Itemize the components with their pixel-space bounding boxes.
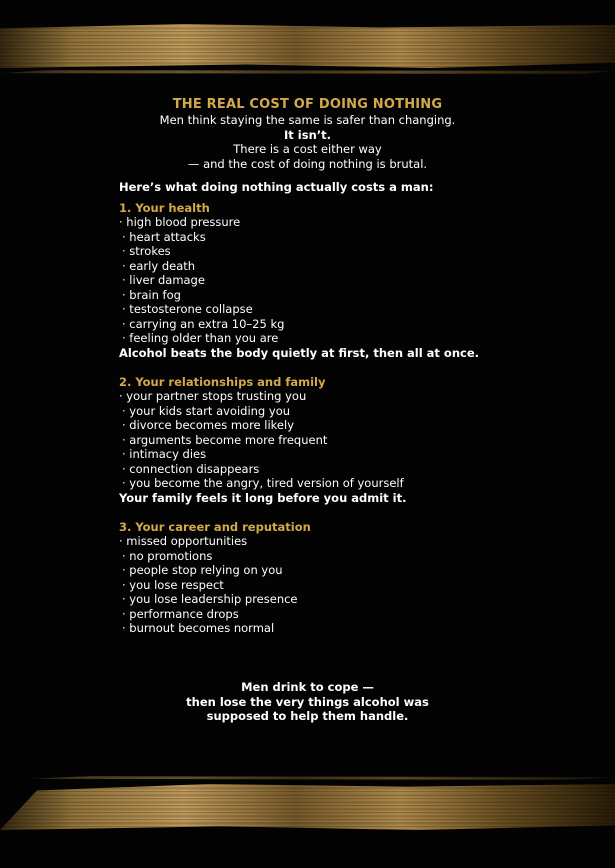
list-item: · intimacy dies (122, 447, 207, 461)
section-health (119, 201, 539, 361)
list-item: · testosterone collapse (122, 302, 253, 316)
list-item: · your partner stops trusting you (119, 389, 307, 403)
list-item: · performance drops (122, 606, 239, 621)
list-item: · no promotions (122, 548, 213, 563)
list-item: · early death (122, 258, 196, 273)
list-item: · liver damage (122, 273, 205, 287)
section-relationships (119, 375, 539, 506)
list-item: · you become the angry, tired version of yourself (122, 476, 404, 490)
list-item: · missed opportunities (119, 534, 248, 548)
closing-line: Men drink to cope — (241, 680, 374, 694)
gold-brush-line-top (0, 70, 615, 74)
gold-brush-line-bottom (0, 776, 615, 780)
list-item: · high blood pressure (119, 215, 241, 229)
list-item: · burnout becomes normal (122, 621, 275, 635)
list-item: · connection disappears (122, 461, 260, 476)
list-item: · strokes (122, 244, 171, 258)
list-item: · you lose respect (122, 577, 224, 592)
list-item: · divorce becomes more likely (122, 418, 294, 432)
intro-line: There is a cost either way (233, 142, 382, 156)
intro-line: Men think staying the same is safer than changing. (159, 113, 456, 127)
list-item: · brain fog (122, 287, 181, 302)
gold-brush-stroke-top (0, 24, 615, 68)
closing-line: then lose the very things alcohol was (186, 694, 429, 709)
section-heading: 1. Your health (119, 200, 210, 215)
intro-line: It isn’t. (284, 127, 331, 142)
list-item: · people stop relying on you (122, 563, 283, 577)
section-closing: Alcohol beats the body quietly at first, then all at once. (119, 345, 480, 360)
list-item: · your kids start avoiding you (122, 403, 291, 418)
section-closing: Your family feels it long before you admit it. (119, 490, 407, 505)
intro-line: — and the cost of doing nothing is brutal. (187, 156, 428, 171)
content-body (119, 180, 539, 650)
page-title: THE REAL COST OF DOING NOTHING (172, 97, 443, 112)
closing-line: supposed to help them handle. (206, 709, 409, 723)
section-heading: 3. Your career and reputation (119, 519, 311, 534)
lead-text: Here’s what doing nothing actually costs a man: (119, 180, 434, 194)
list-item: · heart attacks (122, 229, 206, 244)
section-heading: 2. Your relationships and family (119, 374, 326, 389)
list-item: · feeling older than you are (122, 331, 279, 345)
list-item: · you lose leadership presence (122, 592, 298, 606)
list-item: · carrying an extra 10–25 kg (122, 316, 285, 331)
header-block (0, 97, 615, 171)
section-career (119, 520, 539, 636)
list-item: · arguments become more frequent (122, 432, 328, 447)
gold-brush-stroke-bottom (0, 784, 615, 830)
closing-statement (0, 680, 615, 724)
